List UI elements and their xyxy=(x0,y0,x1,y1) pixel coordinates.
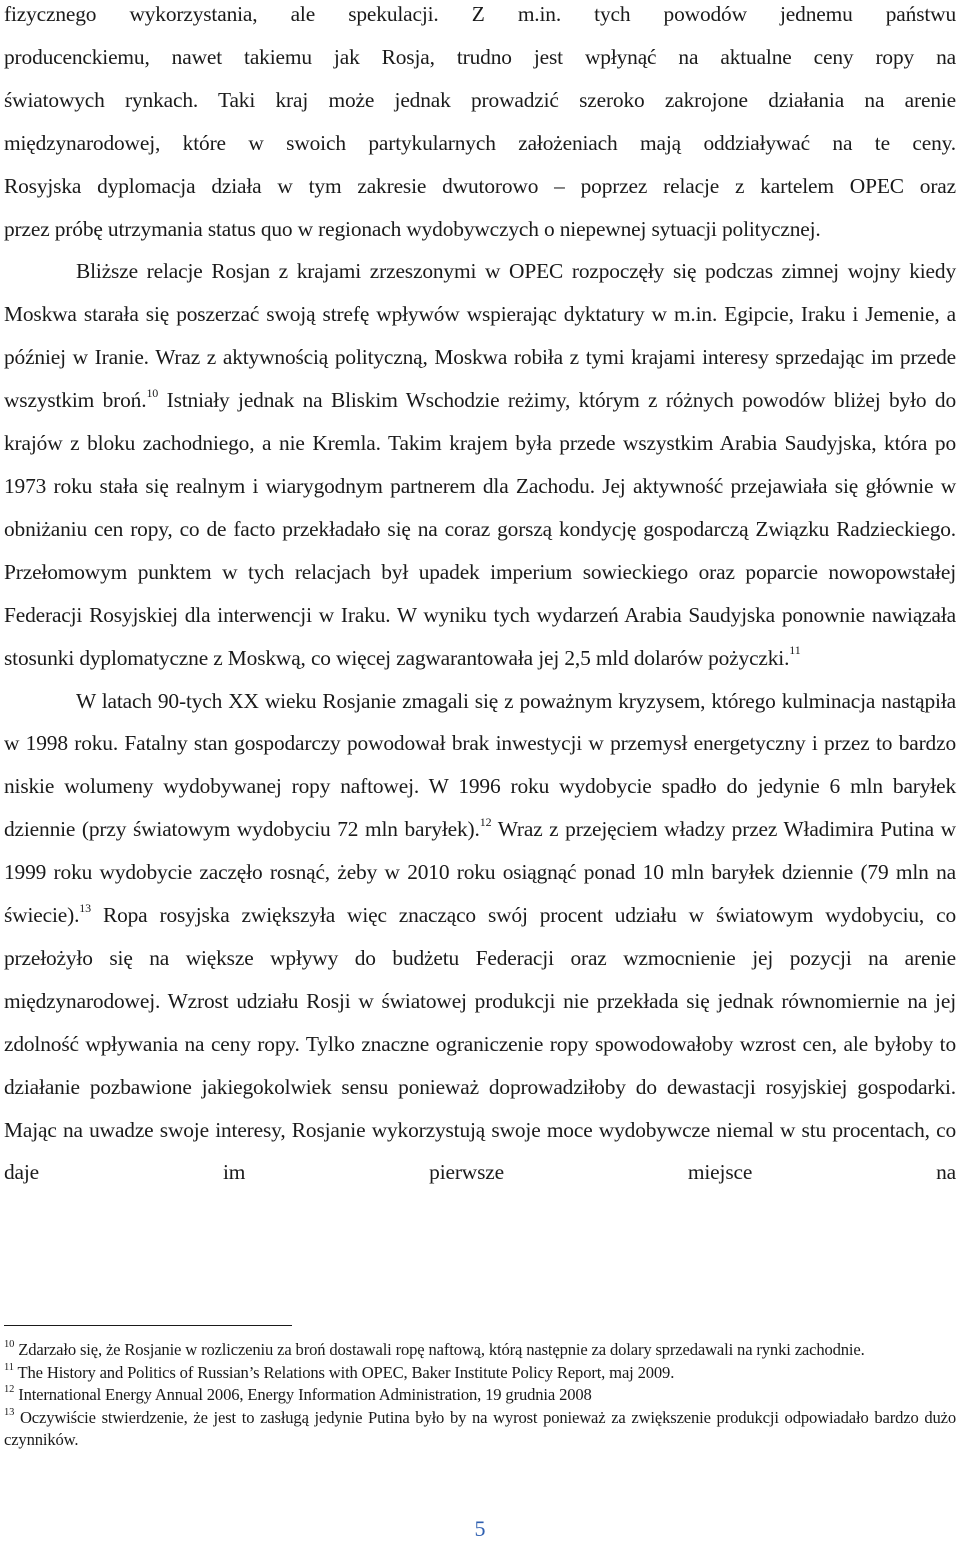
paragraph-line: Rosyjska dyplomacja działa w tym zakresie dwutorowo – poprzez relacje z kartelem OPEC oraz xyxy=(4,173,956,198)
footnote-text: Zdarzało się, że Rosjanie w rozliczeniu za broń dostawali ropę naftową, którą następnie za dolary sprzedawali na rynki zachodnie. xyxy=(14,1340,865,1359)
footnote-text: Oczywiście stwierdzenie, że jest to zasługą jedynie Putina było by na wyrost ponieważ za zwiększenie produkcji odpowiadało bardzo dużo czynników. xyxy=(4,1407,956,1449)
footnote-text: International Energy Annual 2006, Energy Information Administration, 19 grudnia 2008 xyxy=(14,1385,592,1404)
paragraph-continuation xyxy=(4,0,956,250)
paragraph-text: W latach 90-tych XX wieku Rosjanie zmagali się z poważnym kryzysem, którego kulminacja nastąpiła w 1998 roku. Fatalny stan gospodarczy powodował brak inwestycji w przemysł energetyczny i przez to bardzo niskie wolumeny wydobywanej ropy naftowej. W 1996 roku wydobycie spadło do jedynie 6 mln baryłek dziennie (przy światowym wydobyciu 72 mln baryłek). xyxy=(4,688,956,842)
footnotes xyxy=(4,1339,956,1452)
paragraph-text: Ropa rosyjska zwiększyła więc znacząco swój procent udziału w światowym wydobyciu, co przełożyło się na większe wpływy do budżetu Federacji oraz wzmocnienie jej pozycji na arenie międzynarodowej. Wzrost udziału Rosji w światowej produkcji nie przekłada się jednak równomiernie na jej zdolność wpływania na ceny ropy. Tylko znaczne ograniczenie ropy spowodowałoby wzrost cen, ale byłoby to działanie pozbawione jakiegokolwiek sensu ponieważ doprowadziłoby do dewastacji rosyjskiej gospodarki. Mając na uwadze swoje interesy, Rosjanie wykorzystują swoje moce wydobywcze niemal w stu procentach, co daje im pierwsze miejsce na xyxy=(4,903,956,1185)
footnote xyxy=(4,1362,956,1385)
paragraph-crisis-90s xyxy=(4,680,956,1195)
footnote-number: 11 xyxy=(4,1361,14,1373)
paragraph-line: producenckiemu, nawet takiemu jak Rosja, trudno jest wpłynąć na aktualne ceny ropy na xyxy=(4,44,956,69)
footnote-separator xyxy=(4,1325,292,1326)
paragraph-line: światowych rynkach. Taki kraj może jednak prowadzić szeroko zakrojone działania na arenie xyxy=(4,87,956,112)
footnote-reference[interactable]: 13 xyxy=(79,900,91,915)
footnote xyxy=(4,1339,956,1362)
paragraph-text: Bliższe relacje Rosjan z krajami zrzeszonymi w OPEC rozpoczęły się podczas zimnej wojny kiedy Moskwa starała się poszerzać swoją strefę wpływów wspierając dyktatury w m.in. Egipcie, Iraku i Jemenie, a później w Iranie. Wraz z aktywnością polityczną, Moskwa robiła z tymi krajami interesy sprzedając im przede wszystkim broń. xyxy=(4,259,956,413)
paragraph-line: przez próbę utrzymania status quo w regionach wydobywczych o niepewnej sytuacji politycznej. xyxy=(4,216,821,241)
footnote-number: 12 xyxy=(4,1384,15,1396)
paragraph-line: fizycznego wykorzystania, ale spekulacji. Z m.in. tych powodów jednemu państwu xyxy=(4,2,956,26)
paragraph-text: Istniały jednak na Bliskim Wschodzie reżimy, którym z różnych powodów bliżej było do krajów z bloku zachodniego, a nie Kremla. Takim krajem była przede wszystkim Arabia Saudyjska, która po 1973 roku stała się realnym i wiarygodnym partnerem dla Zachodu. Jej aktywność przejawiała się głównie w obniżaniu cen ropy, co de facto przekładało się na coraz gorszą kondycję gospodarczą Związku Radzieckiego. Przełomowym punktem w tych relacjach był upadek imperium sowieckiego oraz poparcie nowopowstałej Federacji Rosyjskiej dla interwencji w Iraku. W wyniku tych wydarzeń Arabia Saudyjska ponownie nawiązała stosunki dyplomatyczne z Moskwą, co więcej zagwarantowała jej 2,5 mld dolarów pożyczki. xyxy=(4,388,956,670)
paragraph-text: Wraz z przejęciem władzy przez Władimira Putina w 1999 roku wydobycie zaczęło rosnąć, żeby w 2010 roku osiągnąć ponad 10 mln baryłek dziennie (79 mln na świecie). xyxy=(4,817,956,928)
footnote-reference[interactable]: 12 xyxy=(479,815,492,830)
footnote-text: The History and Politics of Russian’s Relations with OPEC, Baker Institute Policy Report, maj 2009. xyxy=(13,1362,675,1382)
footnote-number: 13 xyxy=(4,1406,15,1418)
document-body xyxy=(4,0,956,1194)
footnote xyxy=(4,1384,956,1407)
footnote-reference[interactable]: 10 xyxy=(146,386,159,401)
page-number: 5 xyxy=(474,1516,486,1541)
paragraph-line: międzynarodowej, które w swoich partykularnych założeniach mają oddziaływać na te ceny. xyxy=(4,130,956,155)
footnote-number: 10 xyxy=(4,1339,15,1351)
footnote-reference[interactable]: 11 xyxy=(789,643,801,658)
paragraph-opec-relations xyxy=(4,250,956,679)
footnote xyxy=(4,1407,956,1452)
